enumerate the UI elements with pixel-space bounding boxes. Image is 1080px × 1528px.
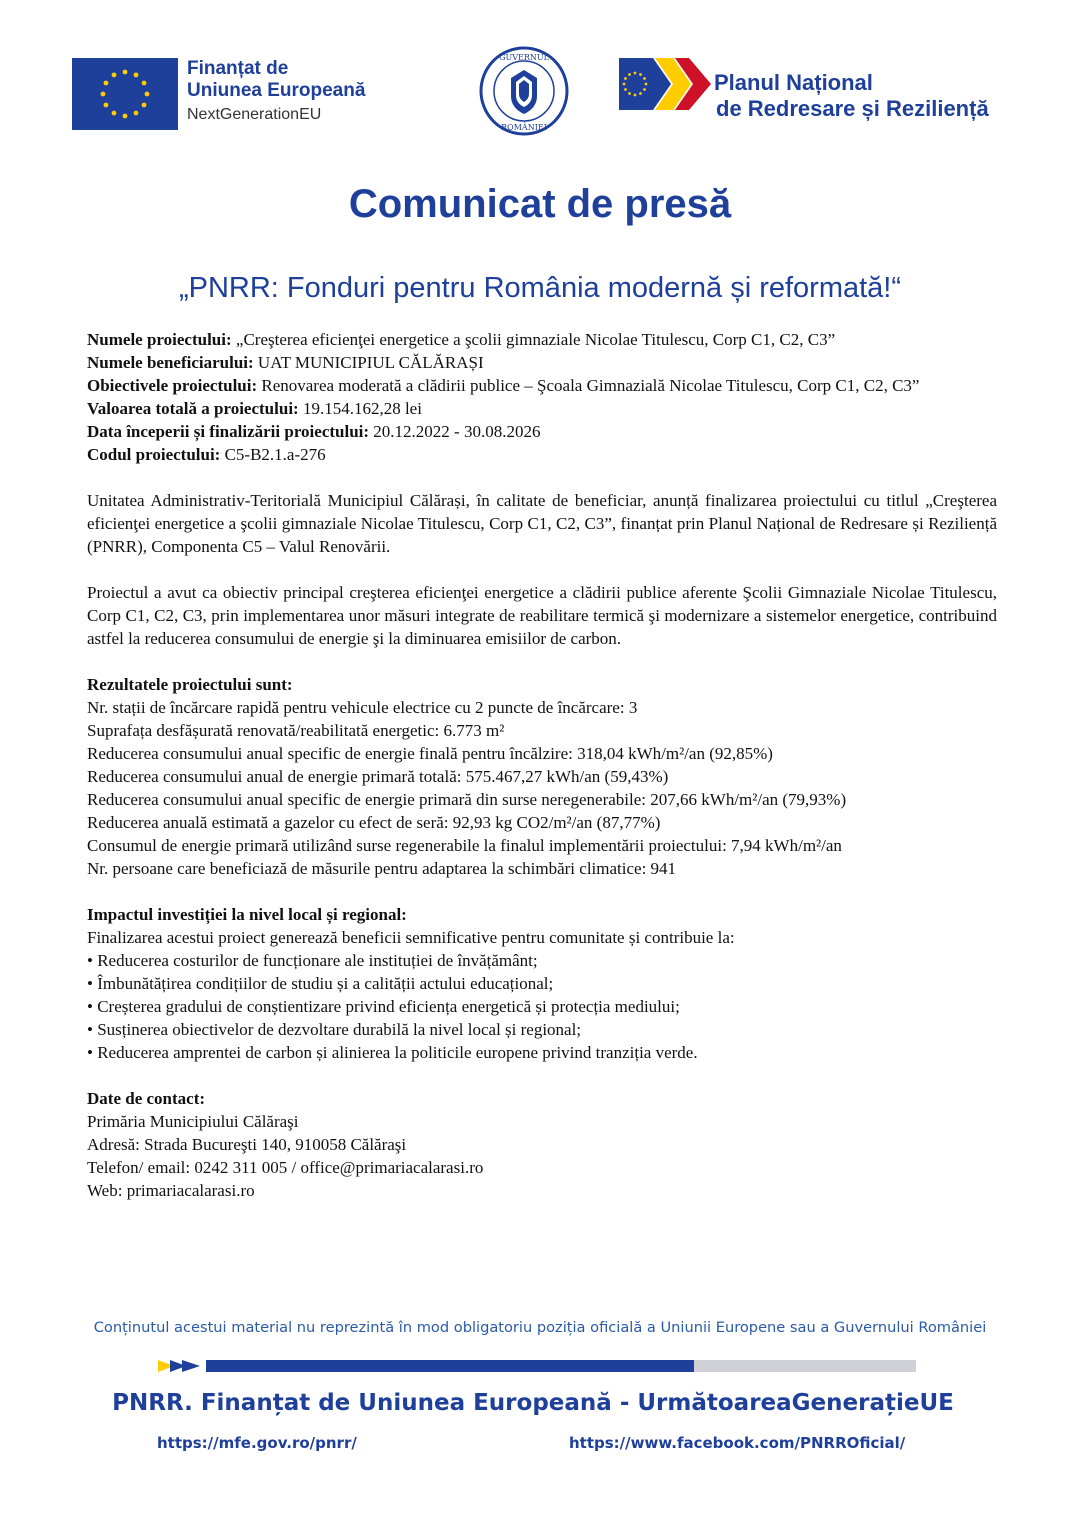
objective-paragraph: Proiectul a avut ca obiectiv principal creşterea eficienţei energetice a clădirii publice aferente Şcolii Gimnaziale Nicolae Titulescu, Corp C1, C2, C3, prin implementarea unor măsuri integrate de reabilitare termică şi modernizare a sistemelor energetice, contribuind astfel la reducerea consumului de energie şi la diminuarea emisiilor de carbon. xyxy=(87,583,997,648)
result-item: Consumul de energie primară utilizând surse regenerabile la finalul implementării proiectului: 7,94 kWh/m²/an xyxy=(87,836,842,855)
project-name-label: Numele proiectului: xyxy=(87,330,232,349)
beneficiary-label: Numele beneficiarului: xyxy=(87,353,254,372)
project-name-value: „Creşterea eficienţei energetice a şcolii gimnaziale Nicolae Titulescu, Corp C1, C2, C3” xyxy=(235,330,836,349)
code-label: Codul proiectului: xyxy=(87,445,221,464)
government-seal-icon xyxy=(479,46,569,136)
impact-item: • Reducerea amprentei de carbon și alinierea la politicile europene privind tranziția verde. xyxy=(87,1043,698,1062)
result-item: Nr. stații de încărcare rapidă pentru vehicule electrice cu 2 puncte de încărcare: 3 xyxy=(87,698,638,717)
footer-disclaimer: Conținutul acestui material nu reprezintă în mod obligatoriu poziția oficială a Uniunii Europene sau a Guvernului României xyxy=(93,1319,987,1336)
pnrr-logo-icon xyxy=(619,58,711,110)
contact-line: Web: primariacalarasi.ro xyxy=(87,1181,255,1200)
total-value-label: Valoarea totală a proiectului: xyxy=(87,399,299,418)
beneficiary-value: UAT MUNICIPIUL CĂLĂRAȘI xyxy=(257,353,484,372)
result-item: Reducerea consumului anual specific de energie primară din surse neregenerabile: 207,66 kWh/m²/an (79,93%) xyxy=(87,790,847,809)
press-release-body xyxy=(87,328,997,1202)
result-item: Suprafața desfășurată renovată/reabilitată energetic: 6.773 m² xyxy=(87,721,505,740)
footer-divider-bar xyxy=(156,1360,916,1372)
objectives-line xyxy=(87,374,997,397)
eu-line-3: NextGenerationEU xyxy=(187,106,322,123)
intro-paragraph: Unitatea Administrativ-Teritorială Municipiul Călărași, în calitate de beneficiar, anunță finalizarea proiectului cu titlul „Creşterea eficienţei energetice a şcolii gimnaziale Nicolae Titulescu, Corp C1, C2, C3”, finanțat prin Planul Național de Redresare și Reziliență (PNRR), Componenta C5 – Valul Renovării. xyxy=(87,491,997,556)
project-name-line xyxy=(87,328,997,351)
total-value-line xyxy=(87,397,997,420)
impact-item: • Susținerea obiectivelor de dezvoltare durabilă la nivel local și regional; xyxy=(87,1020,582,1039)
impact-item: • Reducerea costurilor de funcționare ale instituției de învățământ; xyxy=(87,951,538,970)
header-logos xyxy=(0,0,1080,170)
beneficiary-line xyxy=(87,351,997,374)
impact-intro: Finalizarea acestui proiect generează beneficii semnificative pentru comunitate și contribuie la: xyxy=(87,928,735,947)
result-item: Reducerea consumului anual specific de energie finală pentru încălzire: 318,04 kWh/m²/an (92,85%) xyxy=(87,744,773,763)
page-title: Comunicat de presă xyxy=(348,182,732,226)
page-subtitle: „PNRR: Fonduri pentru România modernă și reformată!“ xyxy=(178,272,902,304)
mfe-link[interactable]: https://mfe.gov.ro/pnrr/ xyxy=(157,1434,357,1452)
svg-text:GUVERNUL: GUVERNUL xyxy=(499,53,549,62)
dates-value: 20.12.2022 - 30.08.2026 xyxy=(373,422,541,441)
code-line xyxy=(87,443,997,466)
eu-flag-icon xyxy=(72,58,178,130)
facebook-link[interactable]: https://www.facebook.com/PNRROficial/ xyxy=(569,1434,906,1452)
footer-arrows-icon xyxy=(156,1360,206,1372)
contact-heading: Date de contact: xyxy=(87,1089,206,1108)
eu-line-2: Uniunea Europeană xyxy=(187,80,366,101)
result-item: Reducerea consumului anual de energie primară totală: 575.467,27 kWh/an (59,43%) xyxy=(87,767,669,786)
pnrr-label xyxy=(714,70,989,122)
objectives-value: Renovarea moderată a clădirii publice – Şcoala Gimnazială Nicolae Titulescu, Corp C1, C2, C3” xyxy=(261,376,920,395)
contact-line: Adresă: Strada Bucureşti 140, 910058 Călăraşi xyxy=(87,1135,407,1154)
total-value-value: 19.154.162,28 lei xyxy=(302,399,422,418)
impact-heading: Impactul investiției la nivel local și regional: xyxy=(87,905,407,924)
impact-item: • Îmbunătățirea condițiilor de studiu și a calității actului educațional; xyxy=(87,974,554,993)
footer-title: PNRR. Finanțat de Uniunea Europeană - UrmătoareaGenerațieUE xyxy=(112,1390,954,1416)
dates-label: Data începerii și finalizării proiectului: xyxy=(87,422,370,441)
result-item: Nr. persoane care beneficiază de măsurile pentru adaptarea la schimbări climatice: 941 xyxy=(87,859,677,878)
eu-line-1: Finanțat de xyxy=(187,58,289,79)
pnrr-line-2: de Redresare și Reziliență xyxy=(716,96,989,121)
impact-item: • Creșterea gradului de conștientizare privind eficiența energetică și protecția mediului; xyxy=(87,997,680,1016)
pnrr-line-1: Planul Național xyxy=(714,70,873,95)
result-item: Reducerea anuală estimată a gazelor cu efect de seră: 92,93 kg CO2/m²/an (87,77%) xyxy=(87,813,661,832)
results-heading: Rezultatele proiectului sunt: xyxy=(87,675,293,694)
dates-line xyxy=(87,420,997,443)
eu-funding-label xyxy=(187,58,365,126)
contact-line: Telefon/ email: 0242 311 005 / office@primariacalarasi.ro xyxy=(87,1158,484,1177)
code-value: C5-B2.1.a-276 xyxy=(224,445,326,464)
contact-line: Primăria Municipiului Călăraşi xyxy=(87,1112,299,1131)
svg-text:ROMÂNIEI: ROMÂNIEI xyxy=(501,123,547,132)
objectives-label: Obiectivele proiectului: xyxy=(87,376,258,395)
